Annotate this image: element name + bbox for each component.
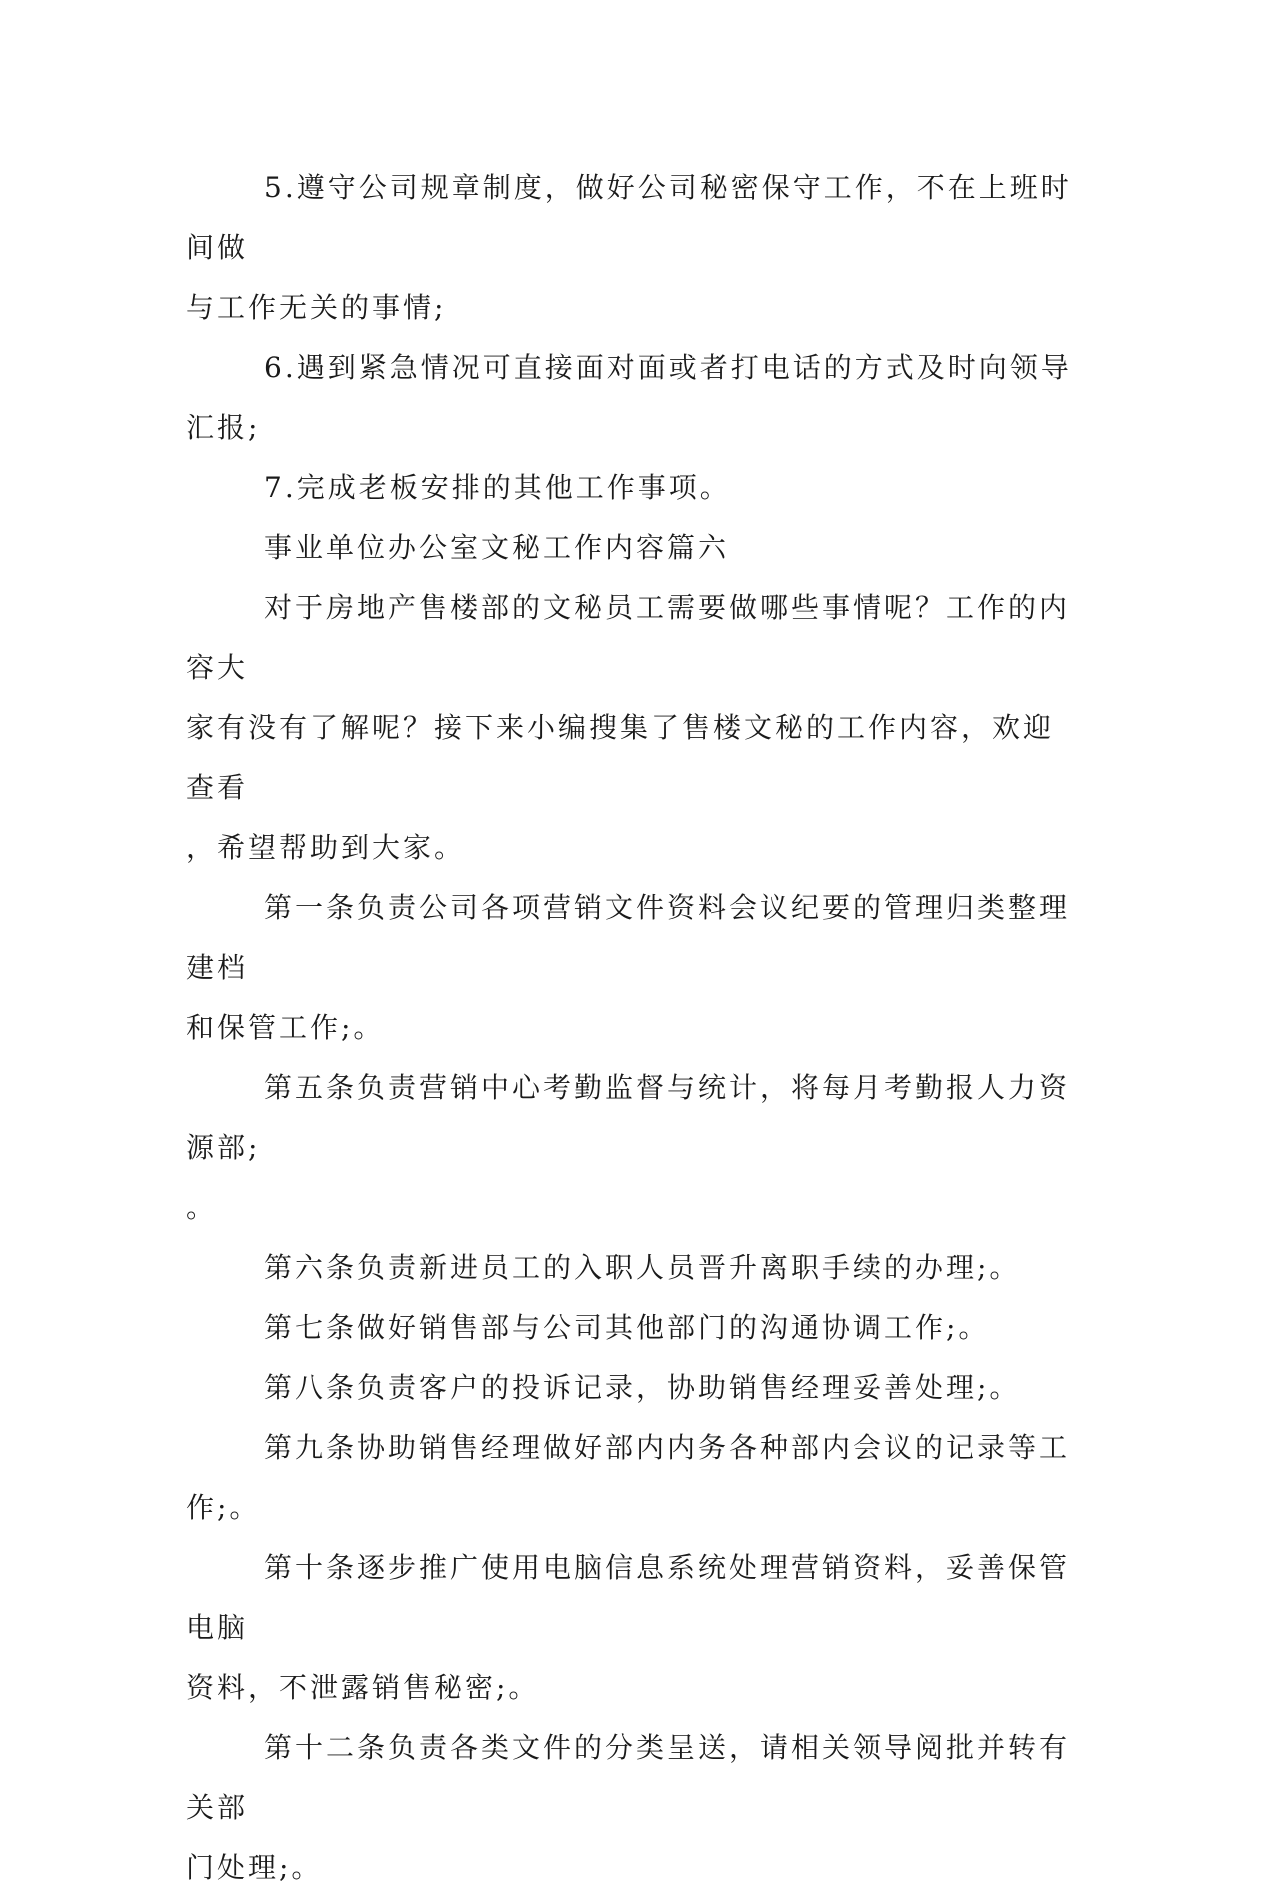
article-12-paragraph: 第十二条负责各类文件的分类呈送，请相关领导阅批并转有关部 门处理;。 [186, 1731, 1071, 1884]
article-5-paragraph: 第五条负责营销中心考勤监督与统计，将每月考勤报人力资源部; 。 [186, 1071, 1071, 1224]
article-6-paragraph: 第六条负责新进员工的入职人员晋升离职手续的办理;。 [264, 1251, 1021, 1284]
article-9-paragraph: 第九条协助销售经理做好部内内务各种部内会议的记录等工作;。 [186, 1431, 1071, 1524]
paragraph-rule-7: 7.完成老板安排的其他工作事项。 [264, 471, 731, 504]
section-heading: 事业单位办公室文秘工作内容篇六 [264, 531, 730, 564]
article-10-paragraph: 第十条逐步推广使用电脑信息系统处理营销资料，妥善保管电脑 资料，不泄露销售秘密;。 [186, 1551, 1071, 1704]
paragraph-rule-5: 5.遵守公司规章制度，做好公司秘密保守工作，不在上班时间做 与工作无关的事情; [186, 171, 1072, 324]
paragraph-rule-6: 6.遇到紧急情况可直接面对面或者打电话的方式及时向领导汇报; [186, 351, 1072, 444]
article-1-paragraph: 第一条负责公司各项营销文件资料会议纪要的管理归类整理建档 和保管工作;。 [186, 891, 1071, 1044]
article-7-paragraph: 第七条做好销售部与公司其他部门的沟通协调工作;。 [264, 1311, 990, 1344]
document-body [186, 158, 1076, 1898]
article-8-paragraph: 第八条负责客户的投诉记录，协助销售经理妥善处理;。 [264, 1371, 1021, 1404]
intro-paragraph: 对于房地产售楼部的文秘员工需要做哪些事情呢？工作的内容大 家有没有了解呢？接下来小编搜集了售楼文秘的工作内容，欢迎查看 ，希望帮助到大家。 [186, 591, 1071, 864]
